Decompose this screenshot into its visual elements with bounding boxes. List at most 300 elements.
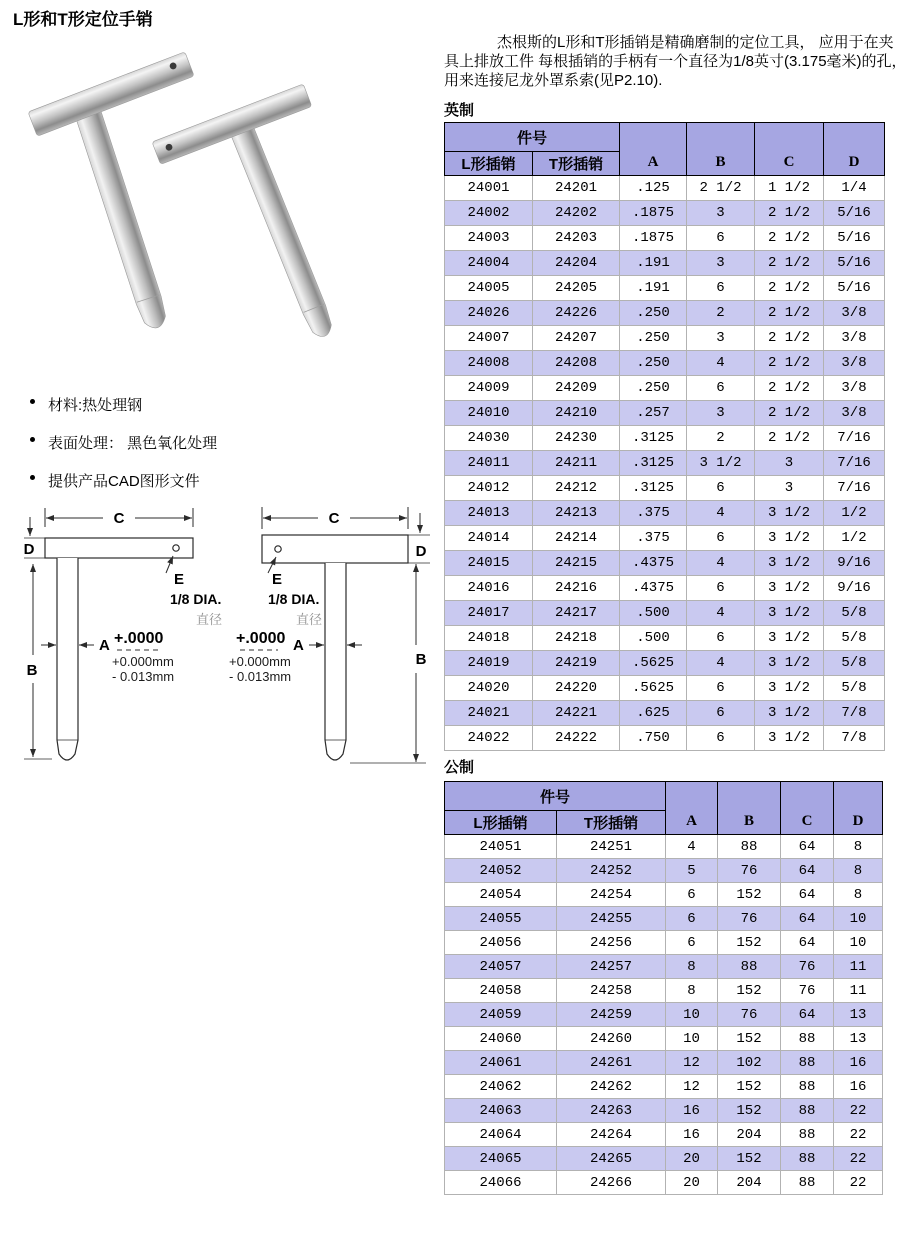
- cell: 88: [781, 1171, 834, 1195]
- cell: 24220: [533, 676, 620, 701]
- cell: 204: [718, 1171, 781, 1195]
- table-row: [445, 576, 885, 601]
- table-row: [445, 1027, 883, 1051]
- hole-dia-label: 1/8 DIA.: [268, 591, 320, 607]
- cell: 6: [687, 726, 755, 751]
- cell: 3 1/2: [755, 626, 824, 651]
- cell: 3: [755, 476, 824, 501]
- dim-label-d: D: [23, 541, 35, 558]
- cell: 88: [781, 1051, 834, 1075]
- cell: 13: [834, 1003, 883, 1027]
- table-row: [445, 626, 885, 651]
- cell: 8: [834, 859, 883, 883]
- cell: 24222: [533, 726, 620, 751]
- cell: 2 1/2: [755, 301, 824, 326]
- cell: .250: [620, 326, 687, 351]
- cell: 24261: [557, 1051, 666, 1075]
- cell: .1875: [620, 201, 687, 226]
- table-row: [445, 1171, 883, 1195]
- cell: 3: [687, 251, 755, 276]
- cell: 24265: [557, 1147, 666, 1171]
- cell: .375: [620, 501, 687, 526]
- cell: 16: [834, 1075, 883, 1099]
- cell: 2 1/2: [755, 426, 824, 451]
- cell: 6: [687, 701, 755, 726]
- table-row: [445, 1051, 883, 1075]
- cell: 20: [666, 1147, 718, 1171]
- cell: 88: [781, 1075, 834, 1099]
- list-item: 提供产品CAD图形文件: [30, 470, 410, 491]
- cell: 24059: [445, 1003, 557, 1027]
- dim-label-b: B: [26, 662, 38, 679]
- cell: 24266: [557, 1171, 666, 1195]
- cell: .191: [620, 276, 687, 301]
- cell: 6: [666, 883, 718, 907]
- cell: 3 1/2: [687, 451, 755, 476]
- cell: 12: [666, 1075, 718, 1099]
- cell: 152: [718, 1147, 781, 1171]
- cell: 13: [834, 1027, 883, 1051]
- cell: 3: [755, 451, 824, 476]
- cell: 64: [781, 883, 834, 907]
- table-row: [445, 276, 885, 301]
- cell: 3/8: [824, 301, 885, 326]
- cell: 5: [666, 859, 718, 883]
- cell: 24055: [445, 907, 557, 931]
- cell: 76: [718, 1003, 781, 1027]
- cell: 2 1/2: [755, 326, 824, 351]
- col-header-d: D: [834, 782, 883, 835]
- cell: .5625: [620, 651, 687, 676]
- l-pin-outline: [45, 538, 193, 760]
- cell: 24018: [445, 626, 533, 651]
- cell: 24009: [445, 376, 533, 401]
- table-row: [445, 859, 883, 883]
- cell: 24210: [533, 401, 620, 426]
- cell: 1 1/2: [755, 176, 824, 201]
- cell: 4: [687, 551, 755, 576]
- cell: 88: [718, 955, 781, 979]
- dim-label-c: C: [113, 510, 125, 527]
- table-row: [445, 426, 885, 451]
- table-row: [445, 476, 885, 501]
- cell: 24203: [533, 226, 620, 251]
- cell: 24230: [533, 426, 620, 451]
- cell: 4: [687, 351, 755, 376]
- cell: 6: [666, 931, 718, 955]
- dim-label-b: B: [415, 651, 427, 668]
- tolerance-mm-minus: - 0.013mm: [229, 669, 292, 684]
- cell: 24262: [557, 1075, 666, 1099]
- cell: 24212: [533, 476, 620, 501]
- col-header-t-pin: T形插销: [533, 152, 620, 176]
- cell: 5/16: [824, 201, 885, 226]
- cell: 24005: [445, 276, 533, 301]
- cell: 24058: [445, 979, 557, 1003]
- cell: 24062: [445, 1075, 557, 1099]
- cell: 5/8: [824, 626, 885, 651]
- cell: 152: [718, 979, 781, 1003]
- cell: 6: [687, 476, 755, 501]
- cell: .1875: [620, 226, 687, 251]
- cell: 102: [718, 1051, 781, 1075]
- cell: 24202: [533, 201, 620, 226]
- cell: 24052: [445, 859, 557, 883]
- cell: 24258: [557, 979, 666, 1003]
- cell: 24021: [445, 701, 533, 726]
- cell: 24056: [445, 931, 557, 955]
- cell: 2 1/2: [755, 251, 824, 276]
- table-row: [445, 979, 883, 1003]
- cell: 2 1/2: [755, 351, 824, 376]
- cell: 24259: [557, 1003, 666, 1027]
- table-row: [445, 883, 883, 907]
- cell: 24014: [445, 526, 533, 551]
- cell: 3/8: [824, 326, 885, 351]
- cell: 24216: [533, 576, 620, 601]
- table-row: [445, 301, 885, 326]
- cell: 7/16: [824, 426, 885, 451]
- cell: 11: [834, 979, 883, 1003]
- cell: 20: [666, 1171, 718, 1195]
- cell: 16: [666, 1123, 718, 1147]
- cell: 88: [781, 1099, 834, 1123]
- l-pin-labels: [24, 510, 222, 684]
- cell: 5/16: [824, 251, 885, 276]
- dim-label-a: A: [293, 637, 304, 654]
- cell: 3/8: [824, 401, 885, 426]
- cell: 24211: [533, 451, 620, 476]
- cell: 16: [666, 1099, 718, 1123]
- cell: 3 1/2: [755, 676, 824, 701]
- cell: 10: [666, 1027, 718, 1051]
- cell: 10: [834, 907, 883, 931]
- cell: 24207: [533, 326, 620, 351]
- cell: 24215: [533, 551, 620, 576]
- photo-pin-t: [152, 84, 336, 341]
- cell: 5/16: [824, 226, 885, 251]
- cell: 24213: [533, 501, 620, 526]
- cell: 24011: [445, 451, 533, 476]
- table-row: [445, 376, 885, 401]
- bullet-icon: [30, 475, 35, 480]
- cell: 152: [718, 883, 781, 907]
- cell: 24020: [445, 676, 533, 701]
- col-header-a: A: [666, 782, 718, 835]
- cell: 24022: [445, 726, 533, 751]
- product-photo: [8, 30, 438, 390]
- cell: 24016: [445, 576, 533, 601]
- page-title: L形和T形定位手销: [13, 10, 153, 29]
- metric-table: [444, 781, 883, 1195]
- cell: 6: [666, 907, 718, 931]
- cell: .3125: [620, 426, 687, 451]
- cell: 6: [687, 526, 755, 551]
- dim-label-c: C: [328, 510, 340, 527]
- table-row: [445, 201, 885, 226]
- cell: .625: [620, 701, 687, 726]
- table-row: [445, 651, 885, 676]
- cell: 7/16: [824, 476, 885, 501]
- table-row: [445, 251, 885, 276]
- cell: 4: [687, 501, 755, 526]
- cell: 8: [666, 979, 718, 1003]
- cell: .250: [620, 376, 687, 401]
- tolerance-mm-minus: - 0.013mm: [112, 669, 175, 684]
- cell: 24017: [445, 601, 533, 626]
- table-row: [445, 526, 885, 551]
- table-row: [445, 726, 885, 751]
- cell: 24214: [533, 526, 620, 551]
- intro-paragraph: 杰根斯的L形和T形插销是精确磨制的定位工具， 应用于在夹具上排放工件 每根插销的手柄有一个直径为1/8英寸(3.175毫米)的孔，用来连接尼龙外罩系索(见P2.10).: [444, 34, 907, 89]
- cell: 24209: [533, 376, 620, 401]
- cell: 3: [687, 401, 755, 426]
- table-row: [445, 551, 885, 576]
- table-row: [445, 701, 885, 726]
- cell: 24019: [445, 651, 533, 676]
- feature-list: [30, 394, 410, 508]
- table-row: [445, 226, 885, 251]
- cell: 5/8: [824, 676, 885, 701]
- cell: 76: [718, 859, 781, 883]
- cell: 152: [718, 1075, 781, 1099]
- hole-dia-cn-label: 直径: [196, 612, 223, 627]
- dim-label-d: D: [415, 543, 427, 560]
- part-no-header: 件号: [445, 123, 620, 152]
- cell: .750: [620, 726, 687, 751]
- cell: 24008: [445, 351, 533, 376]
- cell: 88: [781, 1027, 834, 1051]
- cell: 24221: [533, 701, 620, 726]
- cell: 24201: [533, 176, 620, 201]
- metric-heading: 公制: [444, 759, 475, 776]
- cell: .4375: [620, 551, 687, 576]
- cell: 24264: [557, 1123, 666, 1147]
- t-pin-outline: [262, 535, 408, 760]
- cell: 8: [834, 883, 883, 907]
- cell: 24002: [445, 201, 533, 226]
- cell: 22: [834, 1123, 883, 1147]
- table-row: [445, 907, 883, 931]
- cell: 24057: [445, 955, 557, 979]
- table-row: [445, 1003, 883, 1027]
- cell: 6: [687, 676, 755, 701]
- cell: 24003: [445, 226, 533, 251]
- cell: 8: [666, 955, 718, 979]
- cell: 24251: [557, 835, 666, 859]
- cell: 2: [687, 426, 755, 451]
- cell: .250: [620, 351, 687, 376]
- cell: 24226: [533, 301, 620, 326]
- col-header-c: C: [755, 123, 824, 176]
- cell: 3 1/2: [755, 576, 824, 601]
- cell: 88: [718, 835, 781, 859]
- cell: 24010: [445, 401, 533, 426]
- cell: 8: [834, 835, 883, 859]
- col-header-d: D: [824, 123, 885, 176]
- cell: 24256: [557, 931, 666, 955]
- cell: 24013: [445, 501, 533, 526]
- tolerance-mm-plus: +0.000mm: [229, 654, 291, 669]
- cell: 3 1/2: [755, 651, 824, 676]
- cell: 152: [718, 1099, 781, 1123]
- cell: .250: [620, 301, 687, 326]
- cell: 16: [834, 1051, 883, 1075]
- dim-label-a: A: [99, 637, 110, 654]
- table-row: [445, 955, 883, 979]
- cell: 204: [718, 1123, 781, 1147]
- cell: 7/16: [824, 451, 885, 476]
- cell: 4: [687, 601, 755, 626]
- col-header-l-pin: L形插销: [445, 811, 557, 835]
- cell: 24065: [445, 1147, 557, 1171]
- cell: 24066: [445, 1171, 557, 1195]
- col-header-c: C: [781, 782, 834, 835]
- cell: 12: [666, 1051, 718, 1075]
- cell: 3/8: [824, 376, 885, 401]
- col-header-a: A: [620, 123, 687, 176]
- cell: 6: [687, 626, 755, 651]
- cell: 5/16: [824, 276, 885, 301]
- cell: 3 1/2: [755, 601, 824, 626]
- cell: 3 1/2: [755, 726, 824, 751]
- col-header-l-pin: L形插销: [445, 152, 533, 176]
- cell: 24064: [445, 1123, 557, 1147]
- table-row: [445, 501, 885, 526]
- cell: 24012: [445, 476, 533, 501]
- cell: 2 1/2: [755, 376, 824, 401]
- cell: 24004: [445, 251, 533, 276]
- table-row: [445, 326, 885, 351]
- cell: 9/16: [824, 576, 885, 601]
- cell: 7/8: [824, 701, 885, 726]
- cell: 24218: [533, 626, 620, 651]
- cell: 7/8: [824, 726, 885, 751]
- cell: 2 1/2: [687, 176, 755, 201]
- tolerance-mm-plus: +0.000mm: [112, 654, 174, 669]
- cell: 88: [781, 1147, 834, 1171]
- cell: 24026: [445, 301, 533, 326]
- cell: 24030: [445, 426, 533, 451]
- table-row: [445, 1075, 883, 1099]
- table-row: [445, 451, 885, 476]
- cell: 2: [687, 301, 755, 326]
- cell: 10: [666, 1003, 718, 1027]
- cell: 76: [781, 979, 834, 1003]
- dimension-drawing: [0, 505, 440, 780]
- table-row: [445, 1147, 883, 1171]
- cell: 3 1/2: [755, 501, 824, 526]
- cell: 1/4: [824, 176, 885, 201]
- cell: 24254: [557, 883, 666, 907]
- cell: 24260: [557, 1027, 666, 1051]
- cell: 11: [834, 955, 883, 979]
- cell: 22: [834, 1147, 883, 1171]
- cell: 2 1/2: [755, 226, 824, 251]
- table-row: [445, 401, 885, 426]
- table-row: [445, 601, 885, 626]
- col-header-b: B: [718, 782, 781, 835]
- cell: 4: [687, 651, 755, 676]
- cell: 88: [781, 1123, 834, 1147]
- cell: .191: [620, 251, 687, 276]
- cell: 6: [687, 376, 755, 401]
- photo-pin-l: [28, 52, 194, 332]
- cell: .3125: [620, 451, 687, 476]
- table-row: [445, 351, 885, 376]
- cell: 24263: [557, 1099, 666, 1123]
- cell: 3: [687, 201, 755, 226]
- cell: 9/16: [824, 551, 885, 576]
- cell: 6: [687, 576, 755, 601]
- tolerance-imperial: +.0000: [236, 630, 286, 647]
- cell: 24007: [445, 326, 533, 351]
- cell: 1/2: [824, 526, 885, 551]
- cell: 2 1/2: [755, 401, 824, 426]
- cell: 4: [666, 835, 718, 859]
- cell: 3/8: [824, 351, 885, 376]
- cell: 64: [781, 835, 834, 859]
- cell: 24001: [445, 176, 533, 201]
- table-row: [445, 176, 885, 201]
- cell: .3125: [620, 476, 687, 501]
- cell: 5/8: [824, 651, 885, 676]
- cell: 6: [687, 226, 755, 251]
- cell: .375: [620, 526, 687, 551]
- cell: 76: [718, 907, 781, 931]
- cell: .500: [620, 626, 687, 651]
- cell: 64: [781, 907, 834, 931]
- cell: 24217: [533, 601, 620, 626]
- cell: 24063: [445, 1099, 557, 1123]
- cell: 24208: [533, 351, 620, 376]
- cell: 64: [781, 1003, 834, 1027]
- cell: 24054: [445, 883, 557, 907]
- cell: 24205: [533, 276, 620, 301]
- cell: 64: [781, 931, 834, 955]
- table-row: [445, 1099, 883, 1123]
- cell: 3: [687, 326, 755, 351]
- cell: .500: [620, 601, 687, 626]
- cell: .257: [620, 401, 687, 426]
- cell: 24257: [557, 955, 666, 979]
- table-row: [445, 835, 883, 859]
- cell: 24252: [557, 859, 666, 883]
- cell: 22: [834, 1171, 883, 1195]
- cell: 24219: [533, 651, 620, 676]
- bullet-icon: [30, 399, 35, 404]
- cell: .4375: [620, 576, 687, 601]
- col-header-t-pin: T形插销: [557, 811, 666, 835]
- hole-dia-label: 1/8 DIA.: [170, 591, 222, 607]
- cell: .125: [620, 176, 687, 201]
- tolerance-imperial: +.0000: [114, 630, 164, 647]
- cell: 6: [687, 276, 755, 301]
- cell: 152: [718, 1027, 781, 1051]
- cell: 24255: [557, 907, 666, 931]
- cell: 76: [781, 955, 834, 979]
- cell: 24051: [445, 835, 557, 859]
- list-item: 表面处理： 黑色氧化处理: [30, 432, 410, 453]
- part-no-header: 件号: [445, 782, 666, 811]
- table-row: [445, 1123, 883, 1147]
- col-header-b: B: [687, 123, 755, 176]
- hole-dia-cn-label: 直径: [296, 612, 323, 627]
- cell: 152: [718, 931, 781, 955]
- bullet-icon: [30, 437, 35, 442]
- imperial-heading: 英制: [444, 102, 475, 119]
- list-item: 材料:热处理钢: [30, 394, 410, 415]
